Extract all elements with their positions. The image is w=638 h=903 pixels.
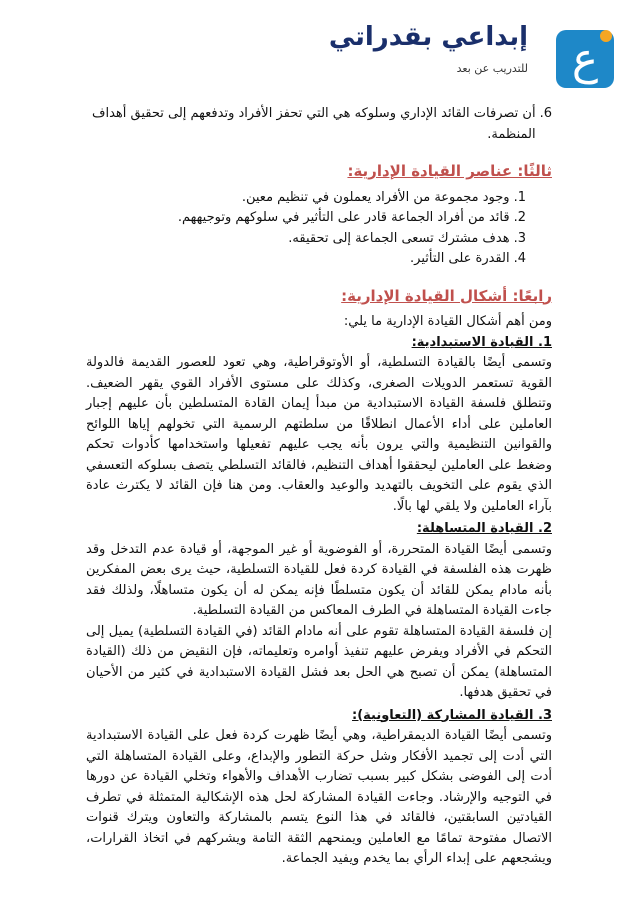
list-item-number: 2. xyxy=(513,210,526,225)
brand-mark-letter: ع xyxy=(571,34,599,85)
type3-title: 3. القيادة المشاركة (التعاونية): xyxy=(352,707,552,723)
type3-paragraph: وتسمى أيضًا القيادة الديمقراطية، وهي أيضًا ظهرت كردة فعل على القيادة الاستبدادية التي أدت إلى تجميد الأفكار وشل حركة التطور والإبداع، وعلى القيادة المتساهلة التي أدت إلى الفوضى بشكل كبير بسبب تضارب الأهداف والأهواء وتخلي القيادة عن دورها في التوجيه والإرشاد. وجاءت القيادة المشاركة لحل هذه الإشكالية المتمثلة في تطرف القيادتين السابقتين، فالقائد في هذا النوع يتسم بالمشاركة والتعاون ويترك قنوات الاتصال مفتوحة تمامًا مع العاملين ويمنحهم الثقة التامة ويشركهم في اتخاذ القرارات، ويشجعهم على إبداء الرأي بما يخدم ويفيد الجماعة. xyxy=(86,728,552,866)
list-item-text: وجود مجموعة من الأفراد يعملون في تنظيم معين. xyxy=(241,189,510,205)
list-item-text: هدف مشترك تسعى الجماعة إلى تحقيقه. xyxy=(288,230,510,246)
list-item xyxy=(86,188,526,209)
brand-title: إبداعي بقدراتي xyxy=(328,22,528,52)
list-item xyxy=(86,229,526,250)
list-item-number: 4. xyxy=(513,251,526,266)
section4-intro: ومن أهم أشكال القيادة الإدارية ما يلي: xyxy=(343,314,552,329)
intro-number: 6. xyxy=(539,106,552,121)
type2-paragraph: وتسمى أيضًا القيادة المتحررة، أو الفوضوية أو غير الموجهة، أو قيادة عدم التدخل وقد ظهرت هذه الفلسفة في القيادة كردة فعل للقيادة التسلطية، حيث يرى بعض المفكرين بأنه مادام يمكن للقائد أن يكون متسلطًا فإنه يمكن له أن يكون متساهلًا، ولذلك فقد جاءت القيادة المتساهلة في الطرف المعاكس من القيادة التسلطية. xyxy=(86,541,552,618)
type1-title: 1. القيادة الاستبدادية: xyxy=(411,334,552,350)
list-item xyxy=(86,208,526,229)
list-item-text: قائد من أفراد الجماعة قادر على التأثير في سلوكهم وتوجيههم. xyxy=(177,210,510,225)
elements-list xyxy=(86,188,526,270)
brand-subtitle: للتدريب عن بعد xyxy=(456,62,528,75)
document-body xyxy=(86,104,552,870)
type2-title: 2. القيادة المتساهلة: xyxy=(416,521,552,536)
section3-heading: ثالثًا: عناصر القيادة الإدارية: xyxy=(347,162,552,180)
list-item-text: القدرة على التأثير. xyxy=(410,251,510,266)
type1-paragraph: وتسمى أيضًا بالقيادة التسلطية، أو الأوتوقراطية، وهي تعود للعصور القديمة فالدولة القوية تستعمر الدويلات الصغرى، وكذلك على مستوى الأفراد القوي يقهر الضعيف. وتنطلق فلسفة القيادة الاستبدادية من مبدأ إيمان القادة المتسلطين بأن عليهم إجبار العاملين على أداء الأعمال انطلاقًا من سلطتهم الرسمية التي تخولهم إياها اللوائح والقوانين التنظيمية والتي يرون بأنه يجب عليهم تفعيلها واستخدامها كأدوات تحكم وضغط على العاملين ليحققوا أهداف التنظيم، فالقائد التسلطي يتصف بسلوكه التعسفي الذي يقوم على التخويف بالتهديد والوعيد والعقاب. ومن هنا فإن القائد لا يكترث عادة بآراء العاملين ولا يلقي لها بالًا. xyxy=(86,355,552,514)
list-item xyxy=(86,249,526,270)
type2-paragraph: إن فلسفة القيادة المتساهلة تقوم على أنه مادام القائد (في القيادة التسلطية) يميل إلى التحكم في الأفراد ويفرض عليهم تنفيذ أوامره وتعليماته، فإن النقيض من ذلك (القيادة المتساهلة) يمكن أن تصبح هي الحل بعد فشل القيادة الاستبدادية في كثير من الأحيان في تحقيق هدفها. xyxy=(86,623,552,700)
intro-text: أن تصرفات القائد الإداري وسلوكه هي التي تحفز الأفراد وتدفعهم إلى تحقيق أهداف المنظمة. xyxy=(91,106,536,142)
brand-logo xyxy=(308,22,599,85)
intro-item xyxy=(86,104,552,145)
section4-heading: رابعًا: أشكال القيادة الإدارية: xyxy=(341,286,552,305)
brand-mark-icon xyxy=(550,22,620,92)
list-item-number: 3. xyxy=(513,230,526,246)
list-item-number: 1. xyxy=(513,189,526,205)
